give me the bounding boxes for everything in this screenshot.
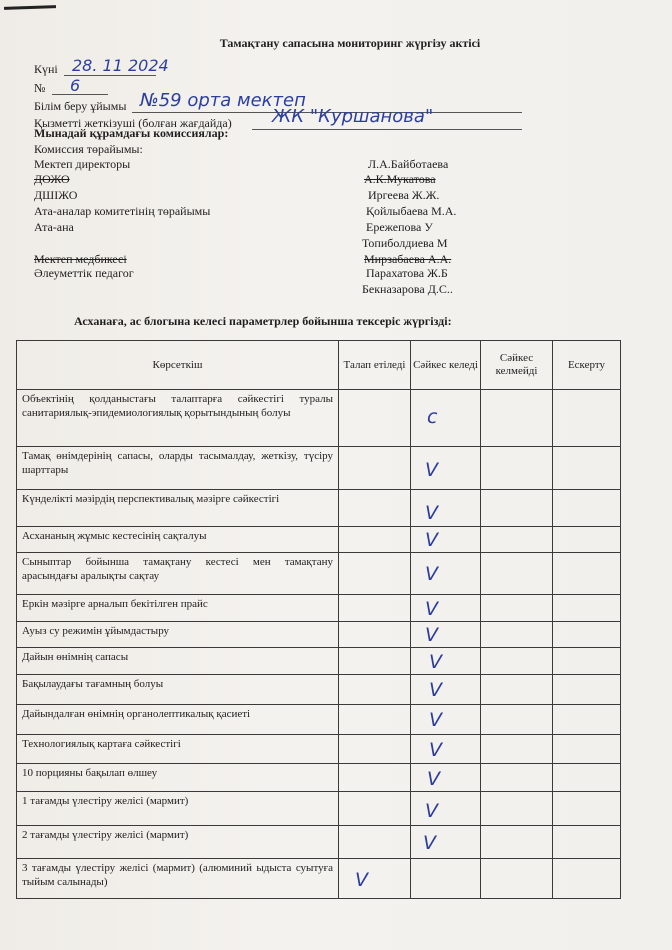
table-row [17,447,621,490]
cell-compliant [411,527,481,553]
table-row [17,527,621,553]
table-row [17,792,621,826]
member-name: Ережепова У [366,220,433,234]
cell-compliant [411,390,481,447]
header-required: Талап етіледі [339,341,411,390]
table-row [17,622,621,648]
cell-required [339,553,411,595]
row-indicator: Технологиялық картаға сәйкестігі [17,735,339,764]
header-compliant: Сәйкес келеді [411,341,481,390]
row-indicator: Объектінің қолданыстағы талаптарға сәйкестігі туралы санитариялық-эпидемиологиялық қорытындының болуы [17,390,339,447]
member-role: Ата-ана [34,220,74,234]
handwritten-check-mark: V [429,651,442,673]
cell-note [553,826,621,859]
header-noncompliant: Сәйкес келмейді [481,341,553,390]
handwritten-check-mark: V [427,768,440,790]
cell-required [339,792,411,826]
handwritten-check-mark: V [425,502,438,524]
table-row [17,390,621,447]
cell-compliant [411,595,481,622]
cell-required [339,527,411,553]
cell-compliant [411,826,481,859]
handwritten-check-mark: V [425,624,438,646]
member-role: ДОЖО [34,172,70,186]
member-role: Мектеп директоры [34,157,131,171]
cell-required [339,705,411,735]
handwritten-check-mark: V [425,459,438,481]
cell-note [553,675,621,705]
cell-note [553,735,621,764]
commission-heading: Мынадай құрамдағы комиссиялар: [34,126,229,140]
scan-mark [4,5,56,10]
row-indicator: 10 порцияны бақылап өлшеу [17,764,339,792]
cell-noncompliant [481,490,553,527]
provider-value: ЖК "Куршанова" [272,106,434,127]
cell-note [553,447,621,490]
handwritten-check-mark: V [429,739,442,761]
cell-required [339,826,411,859]
cell-noncompliant [481,527,553,553]
cell-note [553,705,621,735]
row-indicator: Еркін мәзірге арналып бекітілген прайс [17,595,339,622]
member-role: Әлеуметтік педагог [34,266,134,280]
cell-compliant [411,764,481,792]
school-value: №59 орта мектеп [140,90,306,111]
table-row [17,490,621,527]
date-value: 28. 11 2024 [72,56,169,75]
member-name: Қойлыбаева М.А. [366,204,457,218]
cell-required [339,675,411,705]
header-indicator: Көрсеткіш [17,341,339,390]
table-row [17,705,621,735]
member-name: Мирзабаева А.А. [364,252,452,266]
table-row [17,859,621,899]
cell-compliant [411,792,481,826]
cell-noncompliant [481,705,553,735]
cell-noncompliant [481,390,553,447]
member-name: Бекназарова Д.С.. [362,282,453,296]
cell-compliant [411,447,481,490]
handwritten-check-mark: V [425,529,438,551]
cell-compliant [411,705,481,735]
inspection-intro: Асханаға, ас блогына келесі параметрлер бойынша тексеріс жүргізді: [74,314,452,328]
handwritten-check-mark: V [425,800,438,822]
handwritten-check-mark: V [423,832,436,854]
member-role: ДШІЖО [34,188,78,202]
row-indicator: Бақылаудағы тағамның болуы [17,675,339,705]
member-role: Ата-аналар комитетінің төрайымы [34,204,211,218]
cell-note [553,764,621,792]
cell-note [553,553,621,595]
cell-required [339,764,411,792]
table-row [17,648,621,675]
cell-compliant [411,675,481,705]
row-indicator: Дайын өнімнің сапасы [17,648,339,675]
cell-note [553,622,621,648]
handwritten-check-mark: с [427,406,438,428]
cell-note [553,859,621,899]
number-value: 6 [70,76,81,95]
cell-required [339,447,411,490]
handwritten-check-mark: V [425,563,438,585]
row-indicator: Күнделікті мәзірдің перспективалық мәзірге сәйкестігі [17,490,339,527]
cell-compliant [411,735,481,764]
row-indicator: Тамақ өнімдерінің сапасы, оларды тасымалдау, жеткізу, түсіру шарттары [17,447,339,490]
row-indicator: 2 тағамды үлестіру желісі (мармит) [17,826,339,859]
cell-note [553,390,621,447]
table-row [17,764,621,792]
member-role: Мектеп медбикесі [34,252,127,266]
member-name: Топиболдиева М [362,236,448,250]
commission-members-label: Комиссия төрайымы: [34,142,143,156]
row-indicator: Сыныптар бойынша тамақтану кестесі мен тамақтану арасындағы аралықты сақтау [17,553,339,595]
number-label: № [34,81,46,95]
provider-label: Қызметті жеткізуші (болған жағдайда) [34,116,232,130]
cell-note [553,792,621,826]
row-indicator: Дайындалған өнімнің органолептикалық қасиеті [17,705,339,735]
cell-noncompliant [481,622,553,648]
cell-noncompliant [481,447,553,490]
table-row [17,595,621,622]
provider-line [252,129,522,130]
row-indicator: Ауыз су режимін ұйымдастыру [17,622,339,648]
cell-note [553,527,621,553]
row-indicator: 3 тағамды үлестіру желісі (мармит) (алюминий ыдыста суытуға тыйым салынады) [17,859,339,899]
inspection-table [16,340,621,899]
cell-noncompliant [481,553,553,595]
cell-noncompliant [481,764,553,792]
date-label: Күні [34,62,58,76]
cell-noncompliant [481,859,553,899]
cell-noncompliant [481,648,553,675]
cell-required [339,622,411,648]
cell-required [339,648,411,675]
cell-compliant [411,553,481,595]
handwritten-check-mark: V [429,709,442,731]
cell-required [339,490,411,527]
member-name: Парахатова Ж.Б [366,266,448,280]
cell-note [553,490,621,527]
handwritten-check-mark: V [429,679,442,701]
cell-compliant [411,859,481,899]
table-row [17,826,621,859]
cell-compliant [411,622,481,648]
cell-note [553,595,621,622]
table-row [17,675,621,705]
cell-required [339,735,411,764]
member-name: А.К.Мукатова [364,172,436,186]
cell-noncompliant [481,595,553,622]
cell-required [339,390,411,447]
cell-required [339,859,411,899]
cell-required [339,595,411,622]
cell-compliant [411,490,481,527]
header-note: Ескерту [553,341,621,390]
cell-note [553,648,621,675]
member-name: Иргеева Ж.Ж. [368,188,440,202]
school-label: Білім беру ұйымы [34,99,127,113]
cell-noncompliant [481,675,553,705]
cell-noncompliant [481,735,553,764]
row-indicator: 1 тағамды үлестіру желісі (мармит) [17,792,339,826]
table-header-row [17,341,621,390]
member-name: Л.А.Байботаева [368,157,449,171]
cell-noncompliant [481,826,553,859]
handwritten-check-mark: V [355,869,368,891]
cell-compliant [411,648,481,675]
row-indicator: Асхананың жұмыс кестесінің сақталуы [17,527,339,553]
cell-noncompliant [481,792,553,826]
table-row [17,553,621,595]
table-row [17,735,621,764]
document-title: Тамақтану сапасына мониторинг жүргізу актісі [219,36,481,50]
handwritten-check-mark: V [425,598,438,620]
